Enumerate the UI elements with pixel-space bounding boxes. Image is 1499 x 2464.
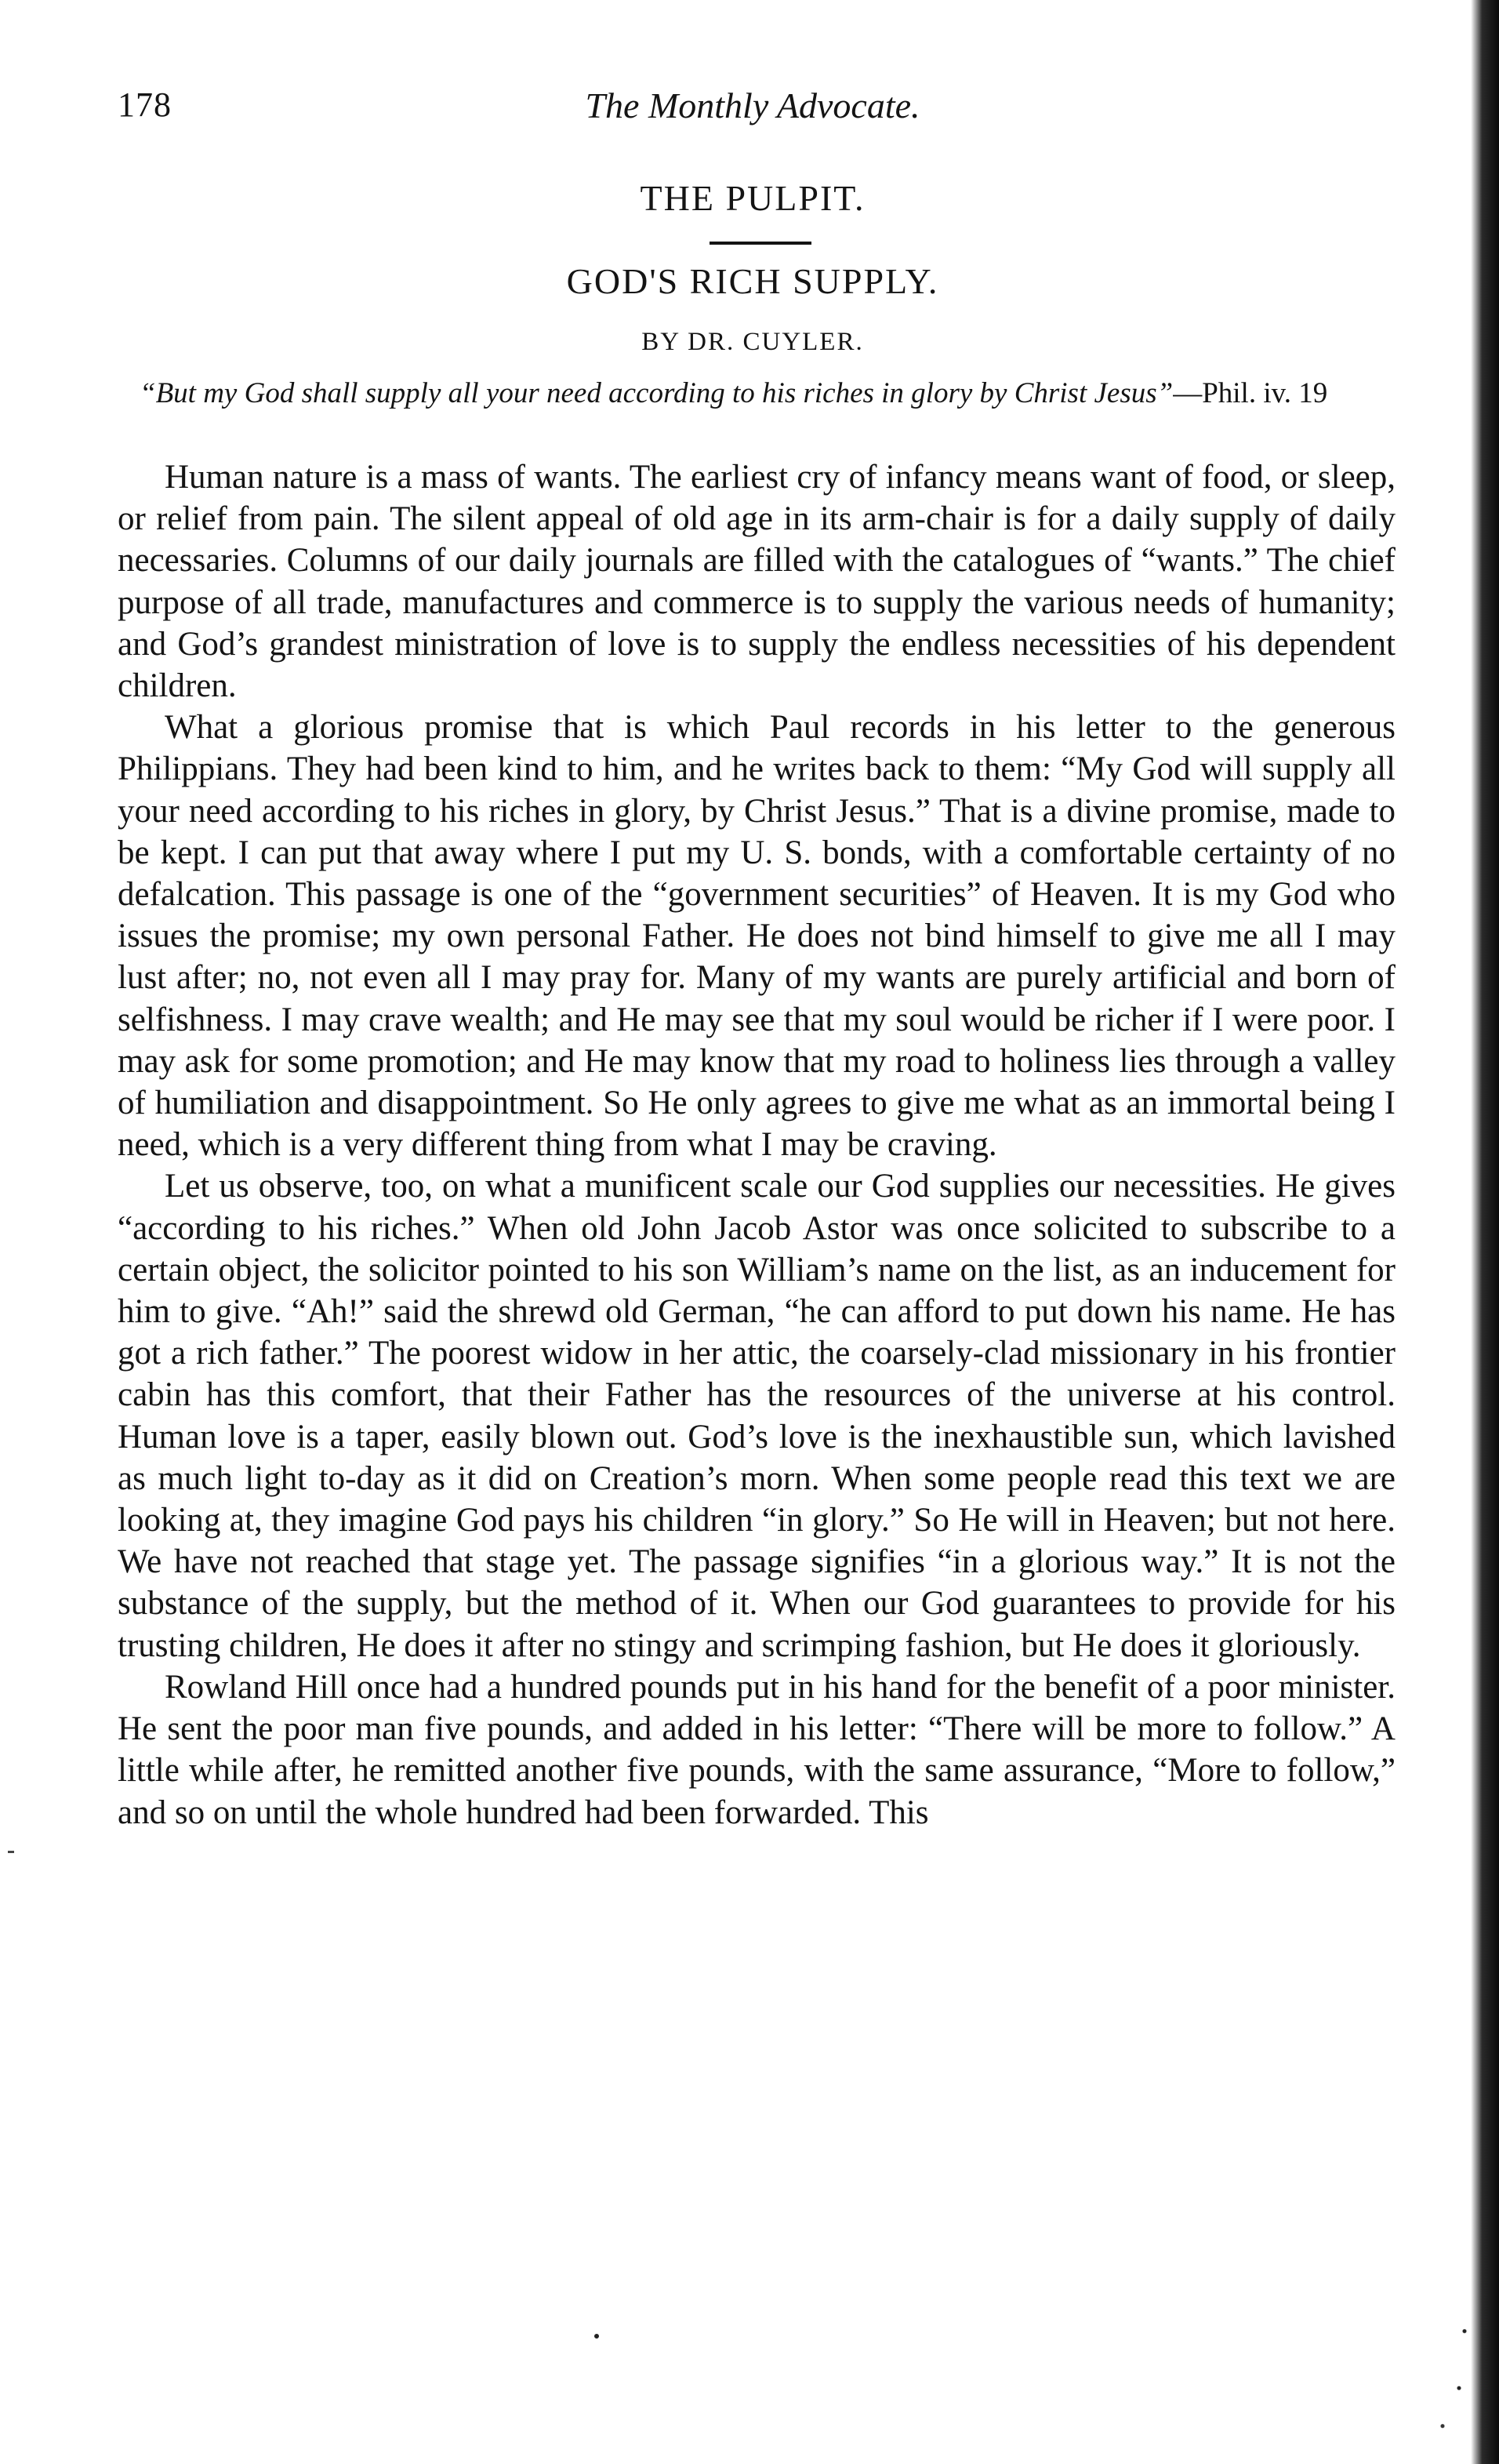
ink-speck	[594, 2334, 599, 2339]
ink-mark	[8, 1851, 14, 1853]
paragraph-2: What a glorious promise that is which Paul records in his letter to the generous Philippians. They had been kind to him, and he writes back to them: “My God will supply all your need according to his riches in glory, by Christ Jesus.” That is a divine promise, made to be kept. I can put that away where I put my U. S. bonds, with a comfortable certainty of no defalcation. This passage is one of the “government securities” of Heaven. It is my God who issues the promise; my own personal Father. He does not bind himself to give me all I may lust after; no, not even all I may pray for. Many of my wants are purely artificial and born of selfishness. I may crave wealth; and He may see that my soul would be richer if I were poor. I may ask for some promotion; and He may know that my road to holiness lies through a valley of humiliation and disappointment. So He only agrees to give me what as an immortal being I need, which is a very different thing from what I may be craving.	[118, 709, 1396, 1164]
paragraph-1: Human nature is a mass of wants. The earliest cry of infancy means want of food, or sleep, or relief from pain. The silent appeal of old age in its arm-chair is for a daily supply of daily necessaries. Columns of our daily journals are filled with the catalogues of “wants.” The chief purpose of all trade, manufactures and commerce is to supply the various needs of humanity; and God’s grandest ministration of love is to supply the endless necessities of his dependent children.	[118, 459, 1396, 705]
section-title: THE PULPIT.	[640, 178, 866, 218]
running-title: The Monthly Advocate.	[585, 85, 920, 125]
scan-specks	[1421, 2274, 1475, 2464]
article-title: GOD'S RICH SUPPLY.	[566, 261, 939, 301]
article-byline: BY DR. CUYLER.	[641, 328, 864, 356]
epigraph-quote: “But my God shall supply all your need according to his riches in glory by Christ Jesus”	[140, 377, 1174, 409]
epigraph-reference: —Phil. iv. 19	[1173, 377, 1328, 409]
page-number: 178	[118, 85, 172, 124]
epigraph	[118, 375, 1396, 412]
page-header	[118, 85, 1388, 135]
article-body	[118, 456, 1396, 1833]
scan-edge-shadow	[1471, 0, 1499, 2464]
paragraph-4: Rowland Hill once had a hundred pounds put in his hand for the benefit of a poor minister. He sent the poor man five pounds, and added in his letter: “There will be more to follow.” A little while after, he remitted another five pounds, with the same assurance, “More to follow,” and so on until the whole hundred had been forwarded. This	[118, 1668, 1396, 1831]
title-divider	[710, 242, 811, 245]
paragraph-3: Let us observe, too, on what a munificent scale our God supplies our necessities. He gives “according to his riches.” When old John Jacob Astor was once solicited to subscribe to a certain object, the solicitor pointed to his son William’s name on the list, as an inducement for him to give. “Ah!” said the shrewd old German, “he can afford to put down his name. He has got a rich father.” The poorest widow in her attic, the coarsely-clad missionary in his frontier cabin has this comfort, that their Father has the resources of the universe at his control. Human love is a taper, easily blown out. God’s love is the inexhaustible sun, which lavished as much light to-day as it did on Creation’s morn. When some people read this text we are looking at, they imagine God pays his children “in glory.” So He will in Heaven; but not here. We have not reached that stage yet. The passage signifies “in a glorious way.” It is not the substance of the supply, but the method of it. When our God guarantees to provide for his trusting children, He does it after no stingy and scrimping fashion, but He does it gloriously.	[118, 1168, 1396, 1664]
